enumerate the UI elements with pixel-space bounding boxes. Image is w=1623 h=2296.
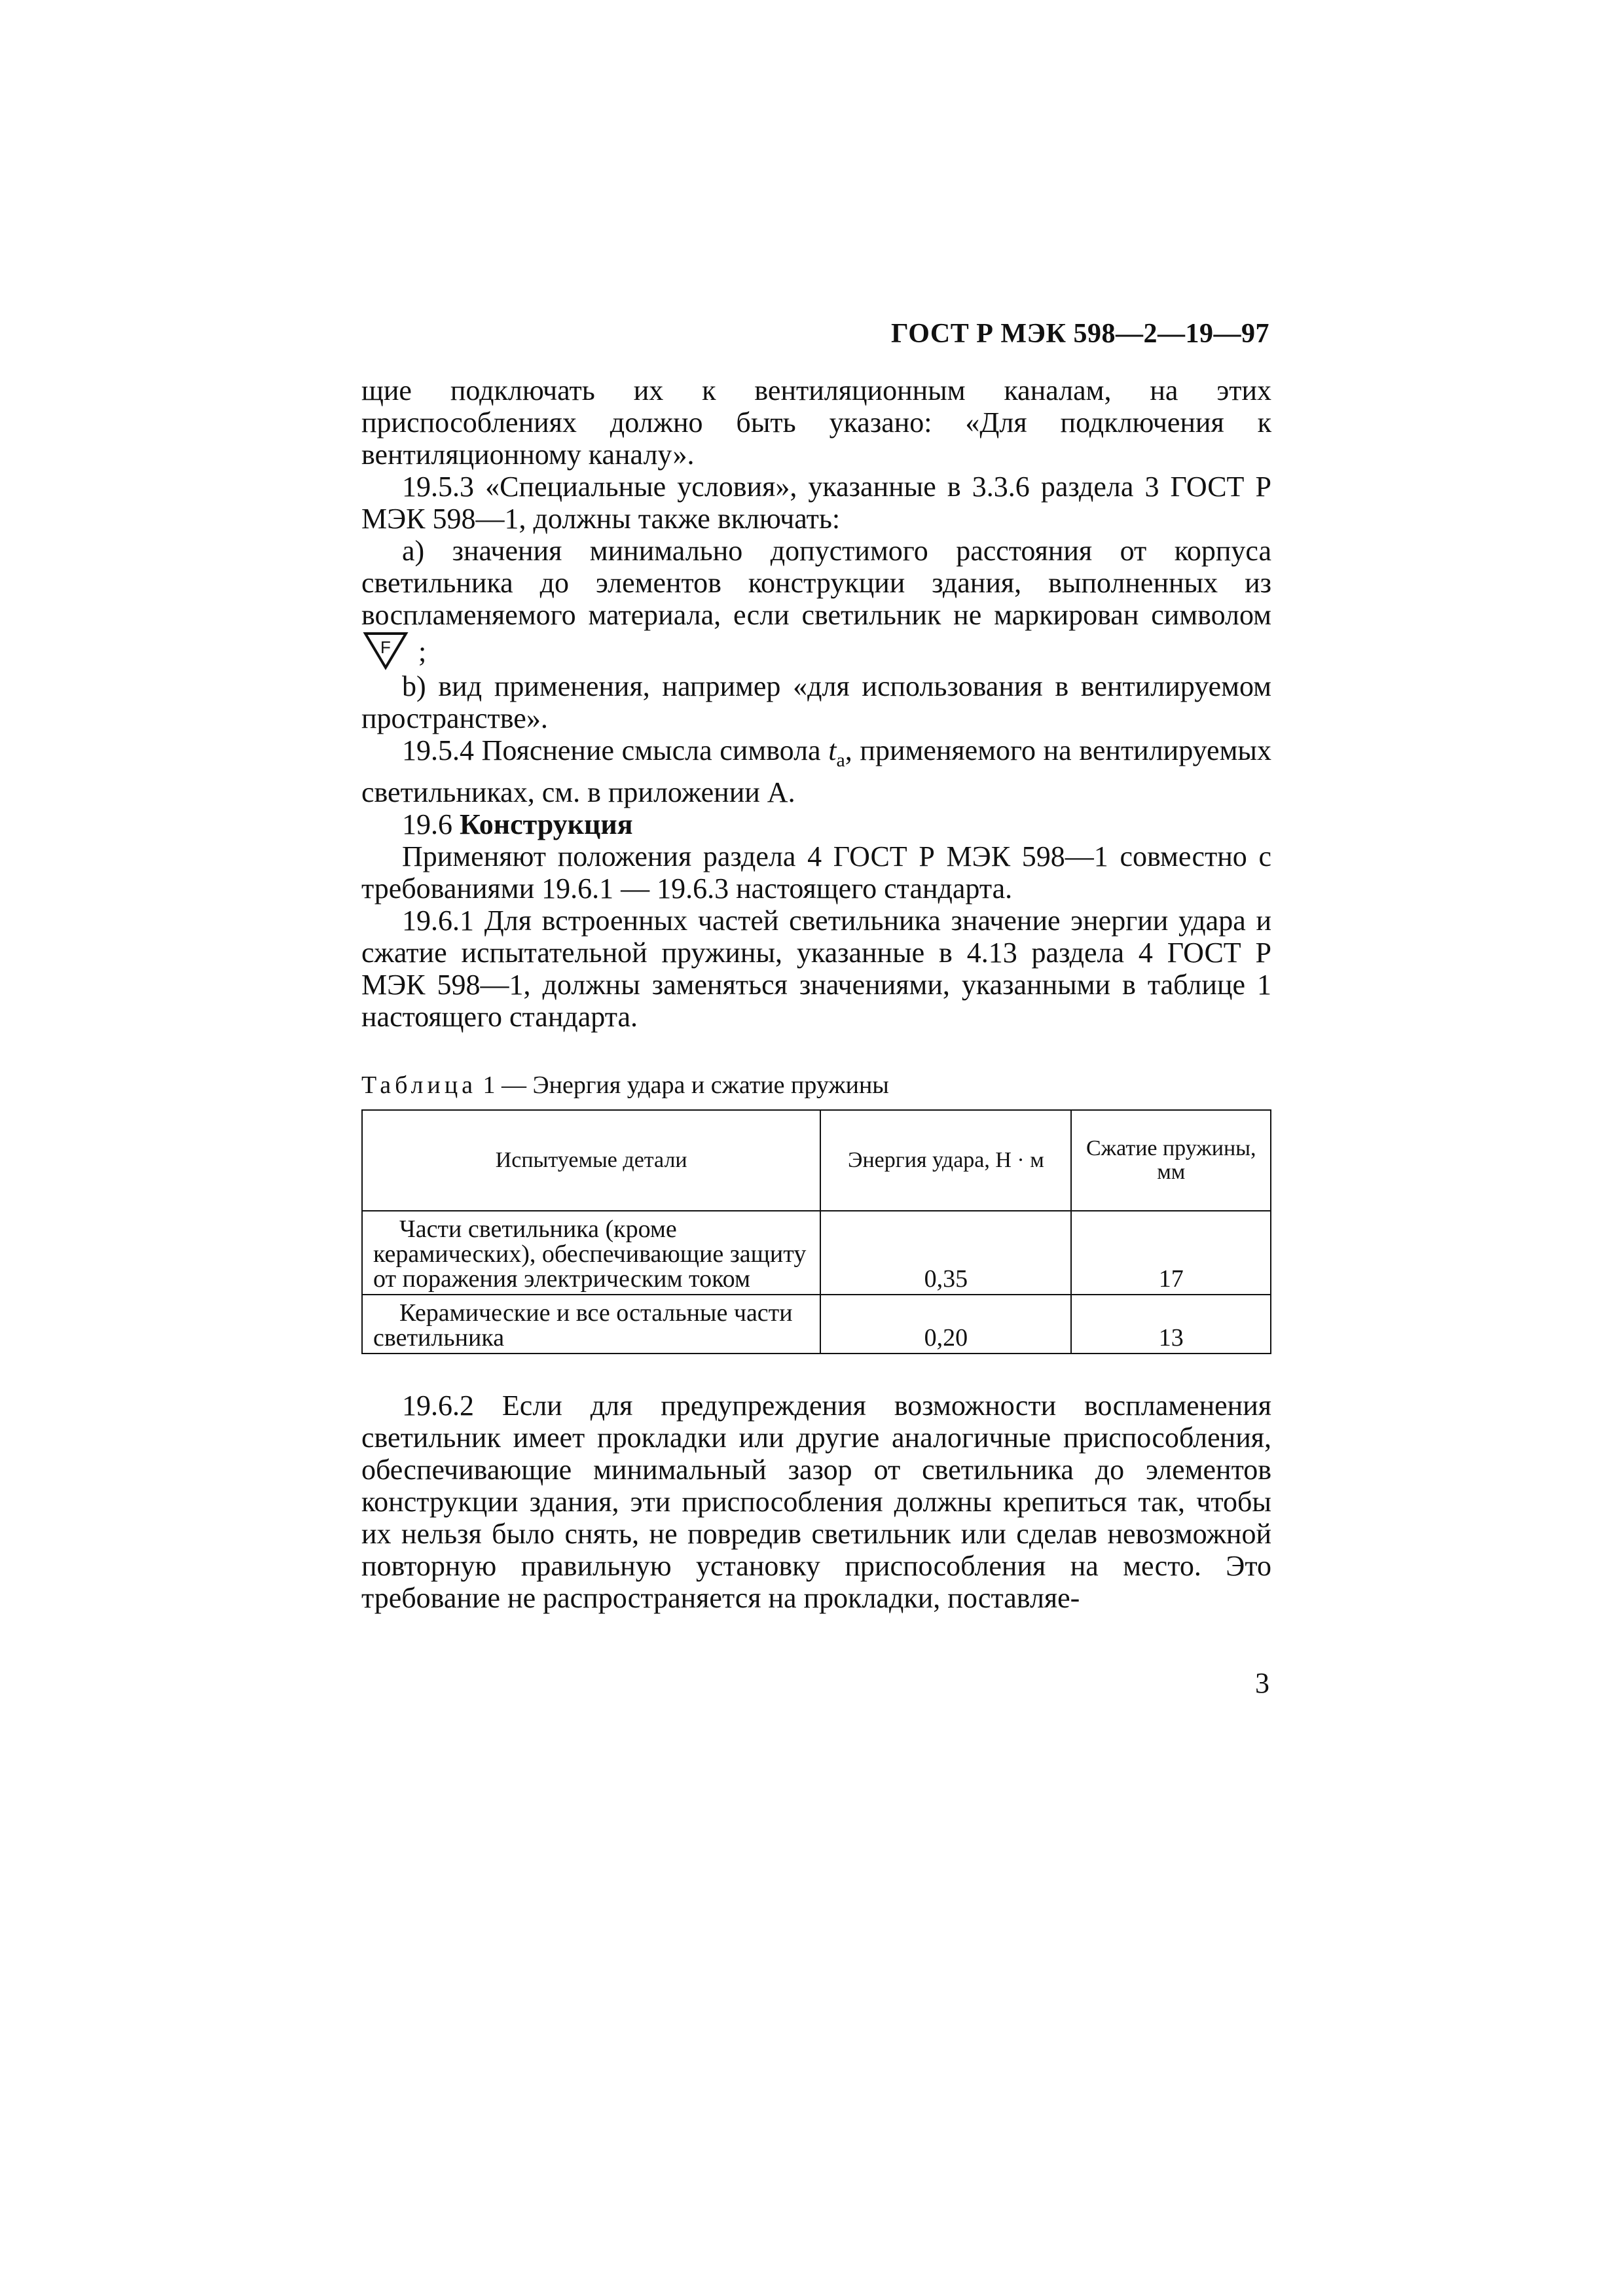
table-caption-label: Таблица <box>361 1071 477 1099</box>
table-1 <box>361 1109 1271 1354</box>
table-header-compression: Сжатие пружины, мм <box>1071 1110 1271 1211</box>
paragraph-19-5-3: 19.5.3 «Специальные условия», указанные в 3.3.6 раздела 3 ГОСТ Р МЭК 598—1, должны также включать: <box>361 471 1271 535</box>
table-cell-parts: Керамические и все остальные части светильника <box>362 1295 820 1354</box>
table-row <box>362 1211 1271 1295</box>
table-cell-compression: 13 <box>1071 1295 1271 1354</box>
paragraph-item-a <box>361 535 1271 670</box>
paragraph-item-b: b) вид применения, например «для использования в вентилируемом пространстве». <box>361 670 1271 734</box>
symbol-t-subscript: a <box>836 749 845 771</box>
section-number: 19.6 <box>402 808 460 840</box>
table-cell-compression: 17 <box>1071 1211 1271 1295</box>
section-heading-19-6 <box>361 808 1271 840</box>
paragraph-19-6-intro: Применяют положения раздела 4 ГОСТ Р МЭК 598—1 совместно с требованиями 19.6.1 — 19.6.3 настоящего стандарта. <box>361 840 1271 905</box>
page-number: 3 <box>1255 1667 1269 1699</box>
item-a-text: a) значения минимально допустимого расстояния от корпуса светильника до элементов конструкции здания, выполненных из воспламеняемого материала, если светильник не маркирован символом <box>361 535 1271 631</box>
paragraph-19-6-2: 19.6.2 Если для предупреждения возможности воспламенения светильник имеет прокладки или другие аналогичные приспособления, обеспечивающие минимальный зазор от светильника до элементов конструкции здания, эти приспособления должны крепиться так, чтобы их нельзя было снять, не повредив светильник или сделав невозможной повторную правильную установку приспособления на место. Это требование не распространяется на прокладки, поставляе- <box>361 1389 1271 1614</box>
f-mark-letter: F <box>380 637 391 657</box>
symbol-t: t <box>828 734 837 766</box>
p5-after: , применяемого на вентилируемых светильниках, см. в приложении А. <box>361 734 1271 808</box>
section-title: Конструкция <box>460 808 633 840</box>
table-header-row <box>362 1110 1271 1211</box>
table-caption <box>361 1069 1271 1102</box>
paragraph-continuation: щие подключать их к вентиляционным каналам, на этих приспособлениях должно быть указано: «Для подключения к вентиляционному каналу». <box>361 374 1271 471</box>
item-a-end: ; <box>411 636 427 668</box>
table-cell-energy: 0,35 <box>820 1211 1071 1295</box>
table-header-parts: Испытуемые детали <box>362 1110 820 1211</box>
table-cell-energy: 0,20 <box>820 1295 1071 1354</box>
table-row <box>362 1295 1271 1354</box>
page-content <box>361 374 1271 1614</box>
document-header: ГОСТ Р МЭК 598—2—19—97 <box>891 319 1269 349</box>
p5-before: 19.5.4 Пояснение смысла символа <box>402 734 829 766</box>
f-mark-icon <box>363 631 409 670</box>
table-caption-title: 1 — Энергия удара и сжатие пружины <box>477 1071 889 1099</box>
paragraph-19-5-4 <box>361 734 1271 808</box>
table-header-energy: Энергия удара, Н · м <box>820 1110 1071 1211</box>
paragraph-19-6-1: 19.6.1 Для встроенных частей светильника значение энергии удара и сжатие испытательной пружины, указанные в 4.13 раздела 4 ГОСТ Р МЭК 598—1, должны заменяться значениями, указанными в таблице 1 настоящего стандарта. <box>361 904 1271 1033</box>
table-cell-parts: Части светильника (кроме керамических), обеспечивающие защиту от поражения электрическим током <box>362 1211 820 1295</box>
